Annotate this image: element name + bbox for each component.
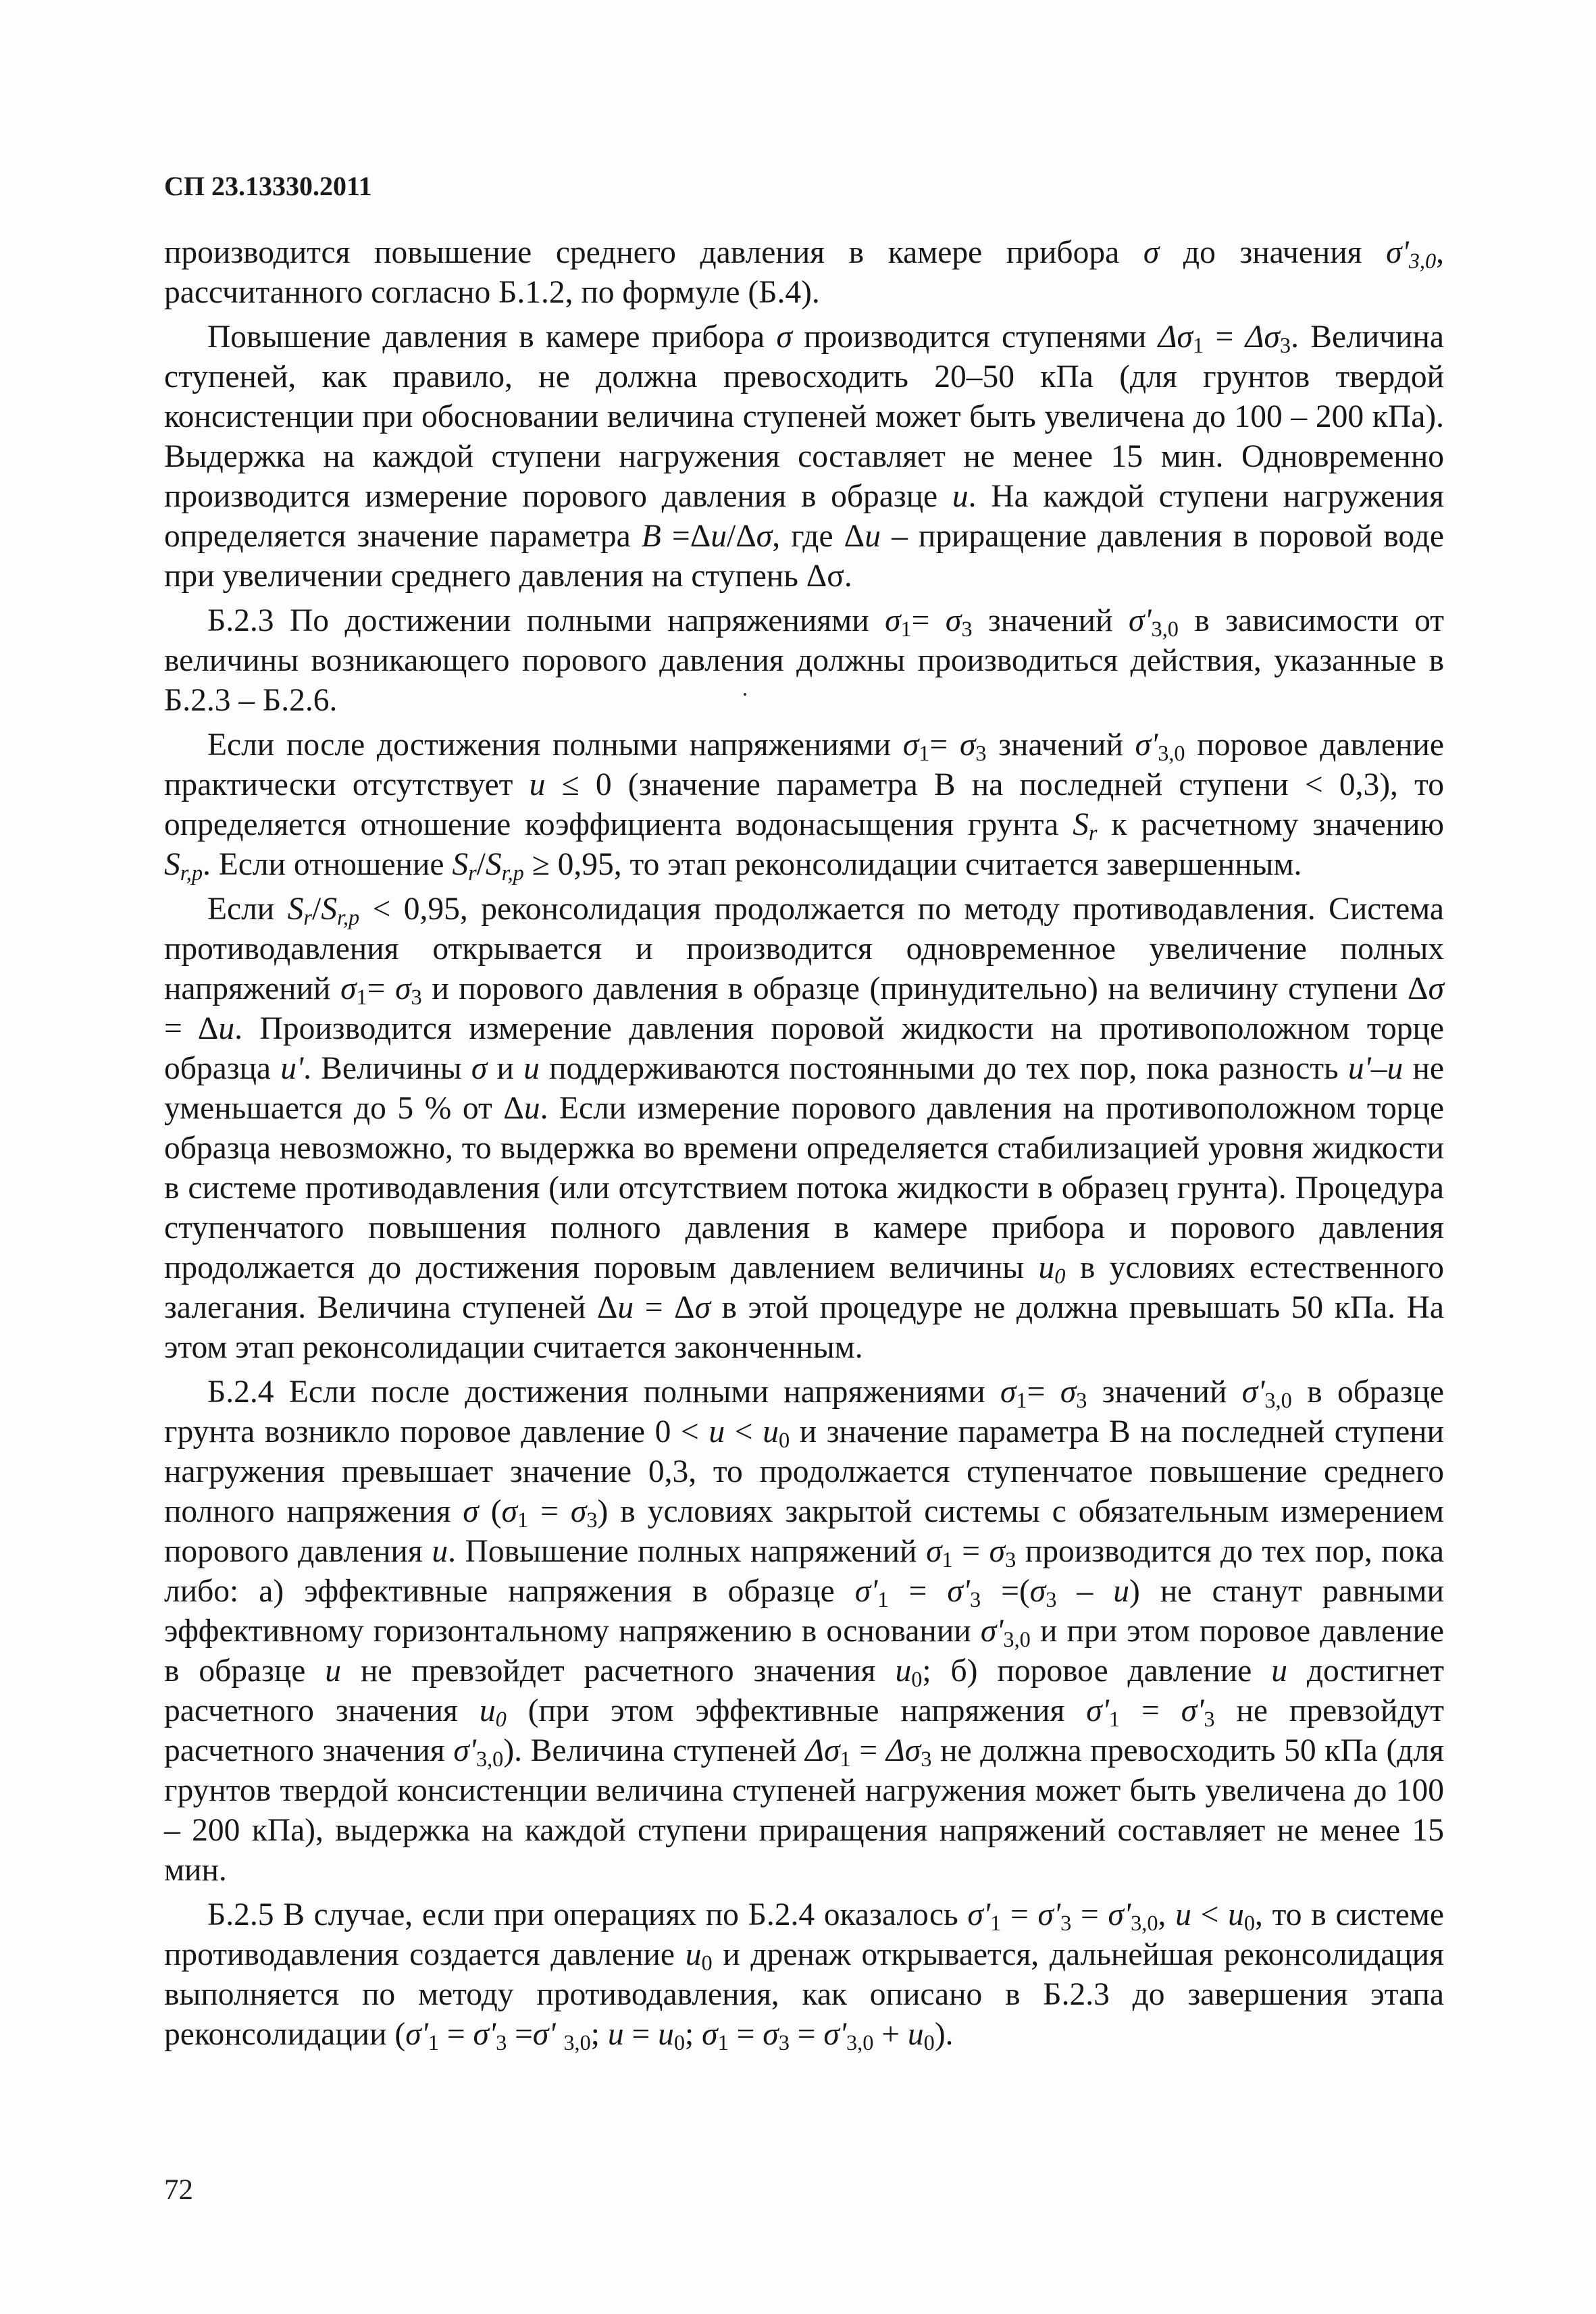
paragraph-b-2-5: Б.2.5 В случае, если при операциях по Б.2.4 оказалось $\sigma'_1 = \sigma'_3 = \sigma'_{3,0}$, $u < u_0$, то в системе противодавления создается давление $u_0$ и дренаж открывается, дальнейшая реконсолидация выполняется по методу противодавления, как описано в Б.2.3 до завершения этапа реконсолидации ($\sigma'_1 = \sigma'_3 =\sigma'$ $_{3,0}$; $u = u_0$; $\sigma_1 = \sigma_3 = \sigma'_{3,0} + u_0$).: [164, 1897, 1445, 2055]
document-body: [164, 233, 1444, 2055]
paragraph-continuation: производится повышение среднего давления в камере прибора σ до значения $\sigma'_{3,0}$, рассчитанного согласно Б.1.2, по формуле (Б.4).: [164, 235, 1444, 310]
paragraph-pressure-steps: Повышение давления в камере прибора σ производится ступенями $\Delta\sigma_1 = \Delta\sigma_3$. Величина ступеней, как правило, не должна превосходить 20–50 кПа (для грунтов твердой консистенции при обосновании величина ступеней может быть увеличена до 100 – 200 кПа). Выдержка на каждой ступени нагружения составляет не менее 15 мин. Одновременно производится измерение порового давления в образце u. На каждой ступени нагружения определяется значение параметра B =Δu/Δσ, где Δu – приращение давления в поровой воде при увеличении среднего давления на ступень Δσ.: [164, 319, 1445, 594]
paragraph-no-pore-pressure: Если после достижения полными напряжениями $\sigma_1= \sigma_3$ значений $\sigma'_{3,0}$ поровое давление практически отсутствует u ≤ 0 (значение параметра В на последней ступени < 0,3), то определяется отношение коэффициента водонасыщения грунта $S_r$ к расчетному значению $S_{r,p}$. Если отношение $S_r/S_{r,p} \ge 0,95$, то этап реконсолидации считается завершенным.: [164, 727, 1444, 885]
scan-speck: [744, 693, 746, 696]
document-code-header: СП 23.13330.2011: [164, 171, 372, 201]
paragraph-backpressure-method: Если $S_r/S_{r,p} < 0,95$, реконсолидация продолжается по методу противодавления. Система противодавления открывается и производится одновременное увеличение полных напряжений $\sigma_1= \sigma_3$ и порового давления в образце (принудительно) на величину ступени Δσ = Δu. Производится измерение давления поровой жидкости на противоположном торце образца u'. Величины σ и u поддерживаются постоянными до тех пор, пока разность u'–u не уменьшается до 5 % от Δu. Если измерение порового давления на противоположном торце образца невозможно, то выдержка во времени определяется стабилизацией уровня жидкости в системе противодавления (или отсутствием потока жидкости в образец грунта). Процедура ступенчатого повышения полного давления в камере прибора и порового давления продолжается до достижения поровым давлением величины $u_0$ в условиях естественного залегания. Величина ступеней Δu = Δσ в этой процедуре не должна превышать 50 кПа. На этом этап реконсолидации считается законченным.: [164, 892, 1445, 1365]
page-number: 72: [164, 2174, 193, 2206]
paragraph-b-2-3: Б.2.3 По достижении полными напряжениями $\sigma_1= \sigma_3$ значений $\sigma'_{3,0}$ в зависимости от величины возникающего порового давления должны производиться действия, указанные в Б.2.3 – Б.2.6.: [164, 603, 1444, 718]
paragraph-b-2-4: Б.2.4 Если после достижения полными напряжениями $\sigma_1= \sigma_3$ значений $\sigma'_{3,0}$ в образце грунта возникло поровое давление $0 < u < u_0$ и значение параметра В на последней ступени нагружения превышает значение 0,3, то продолжается ступенчатое повышение среднего полного напряжения σ $(\sigma_1 = \sigma_3)$ в условиях закрытой системы с обязательным измерением порового давления u. Повышение полных напряжений $\sigma_1 = \sigma_3$ производится до тех пор, пока либо: а) эффективные напряжения в образце $\sigma'_1 = \sigma'_3 =(\sigma_3 - u)$ не станут равными эффективному горизонтальному напряжению в основании $\sigma'_{3,0}$ и при этом поровое давление в образце u не превзойдет расчетного значения $u_0$; б) поровое давление u достигнет расчетного значения $u_0$ (при этом эффективные напряжения $\sigma'_1 = \sigma'_3$ не превзойдут расчетного значения $\sigma'_{3,0}$). Величина ступеней $\Delta\sigma_1 = \Delta\sigma_3$ не должна превосходить 50 кПа (для грунтов твердой консистенции величина ступеней нагружения может быть увеличена до 100 – 200 кПа), выдержка на каждой ступени приращения напряжений составляет не менее 15 мин.: [164, 1374, 1445, 1888]
